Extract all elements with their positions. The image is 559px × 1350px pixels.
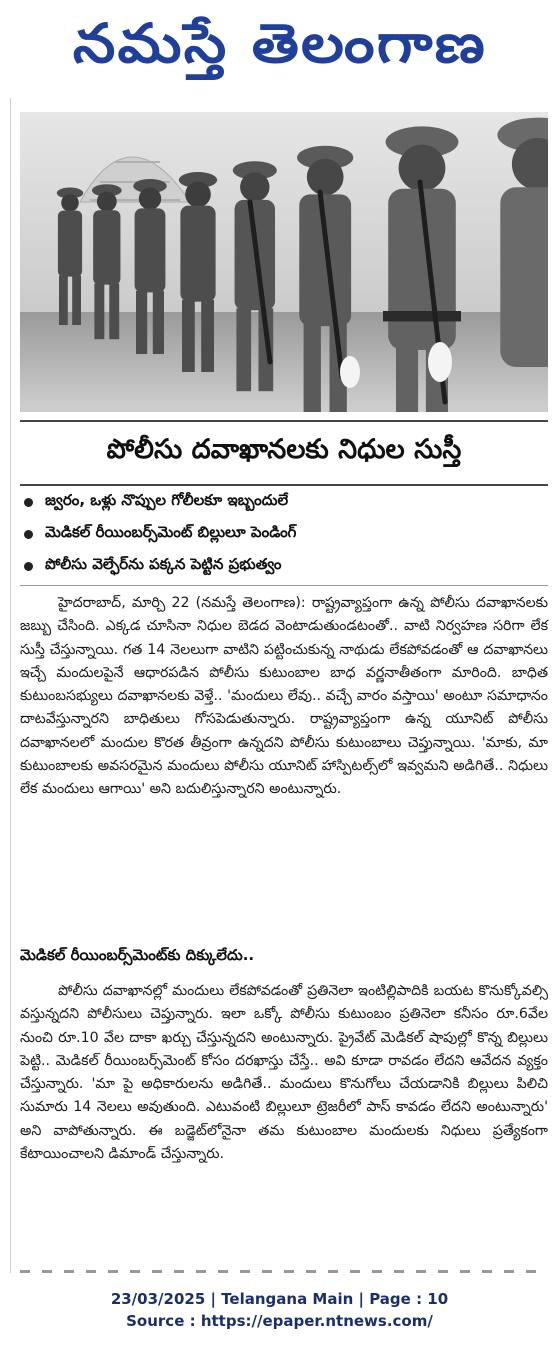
headline <box>20 420 548 486</box>
masthead <box>0 0 559 100</box>
bullet-text: జ్వరం, ఒళ్లు నొప్పుల గోలీలకూ ఇబ్బందులే <box>45 491 289 509</box>
bullet-item <box>22 518 548 550</box>
clipped-text-edge <box>20 1268 548 1276</box>
page-footer <box>0 1288 559 1332</box>
bullet-item <box>22 486 548 518</box>
headline-text: పోలీసు దవాఖానలకు నిధుల సుస్తీ <box>106 434 462 465</box>
masthead-title: నమస్తే తెలంగాణ <box>72 11 487 75</box>
highlight-bullets <box>22 486 548 582</box>
paragraph-text: హైదరాబాద్, మార్చి 22 (నమస్తే తెలంగాణ): రాష్ట్రవ్యాప్తంగా ఉన్న పోలీసు దవాఖానలకు జబ్బు చేసింది. ఎక్కడ చూసినా నిధుల బెడద వెంటాడుతుండటంతో.. వాటి నిర్వహణ సరిగా లేక సుస్తీ చేస్తున్నాయి. గత 14 నెలలుగా వాటిని పట్టించుకున్న నాథుడు లేకపోవడంతో ఆ దవాఖానలు ఇచ్చే మందులపైనే ఆధారపడిన పోలీసు కుటుంబాల బాధ వర్ణనాతీతంగా మారింది. బాధిత కుటుంబసభ్యులు దవాఖానలకు వెళ్తే.. 'మందులు లేవు.. వచ్చే వారం వస్తాయి' అంటూ సమాధానం దాటవేస్తున్నారని బాధితులు గోసపెడుతున్నారు. రాష్ట్రవ్యాప్తంగా ఉన్న యూనిట్ పోలీసు దవాఖానలలో మందుల కొరత తీవ్రంగా ఉన్నదని పోలీసు కుటుంబాలు చెప్తున్నాయి. 'మాకు, మా కుటుంబాలకు అవసరమైన మందులు పోలీసు యూనిట్ హాస్పిటల్స్‌లో ఇవ్వమని అడిగితే.. నిధులు లేక మందులు ఆగాయి' అని బదులిస్తున్నారని అంటున్నారు. <box>20 595 548 798</box>
page-margin-line <box>10 98 11 1273</box>
bullet-text: మెడికల్ రీయింబర్స్‌మెంట్ బిల్లులూ పెండింగ్ <box>45 523 297 541</box>
article-paragraph-2 <box>20 980 548 1166</box>
paragraph-text: పోలీసు దవాఖానల్లో మందులు లేకపోవడంతో ప్రతినెలా ఇంటిల్లిపాదికి బయట కొనుక్కోవల్సి వస్తున్నదని పోలీసులు చెప్తున్నారు. ఇలా ఒక్కో పోలీసు కుటుంబం ప్రతినెలా కనీసం రూ.6వేల నుంచి రూ.10 వేల దాకా ఖర్చు చేస్తున్నదని అంటున్నారు. ప్రైవేట్ మెడికల్ షాపుల్లో కొన్న బిల్లులు పెట్టి.. మెడికల్ రీయింబర్స్‌మెంట్ కోసం దరఖాస్తు చేస్తే.. అవి కూడా రావడం లేదని ఆవేదన వ్యక్తం చేస్తున్నారు. 'మా పై అధికారులను అడిగితే.. మందులు కొనుగోలు చేయడానికి బిల్లులు పిలిచి సుమారు 14 నెలలు అవుతుంది. ఎటువంటి బిల్లులూ ట్రెజరీలో పాస్ కావడం లేదని అంటున్నారు' అని వాపోతున్నారు. ఈ బడ్జెట్‌లోనైనా తమ కుటుంబాల మందులకు నిధులు ప్రత్యేకంగా కేటాయించాలని డిమాండ్ చేస్తున్నారు. <box>20 983 548 1163</box>
bullet-dot-icon <box>24 530 33 539</box>
bullet-dot-icon <box>24 498 33 507</box>
bullet-text: పోలీసు వెల్ఫేర్‌ను పక్కన పెట్టిన ప్రభుత్వం <box>45 555 282 573</box>
bullet-dot-icon <box>24 562 33 571</box>
divider <box>20 585 548 586</box>
footer-edition-info: 23/03/2025 | Telangana Main | Page : 10 <box>110 1290 449 1308</box>
bullet-item <box>22 550 548 582</box>
footer-source-link[interactable]: Source : https://epaper.ntnews.com/ <box>126 1312 433 1330</box>
article-subheading: మెడికల్ రీయింబర్స్‌మెంట్‌కు దిక్కులేదు.. <box>20 946 255 964</box>
police-parade-photo <box>20 112 548 412</box>
article-paragraph-1 <box>20 592 548 802</box>
